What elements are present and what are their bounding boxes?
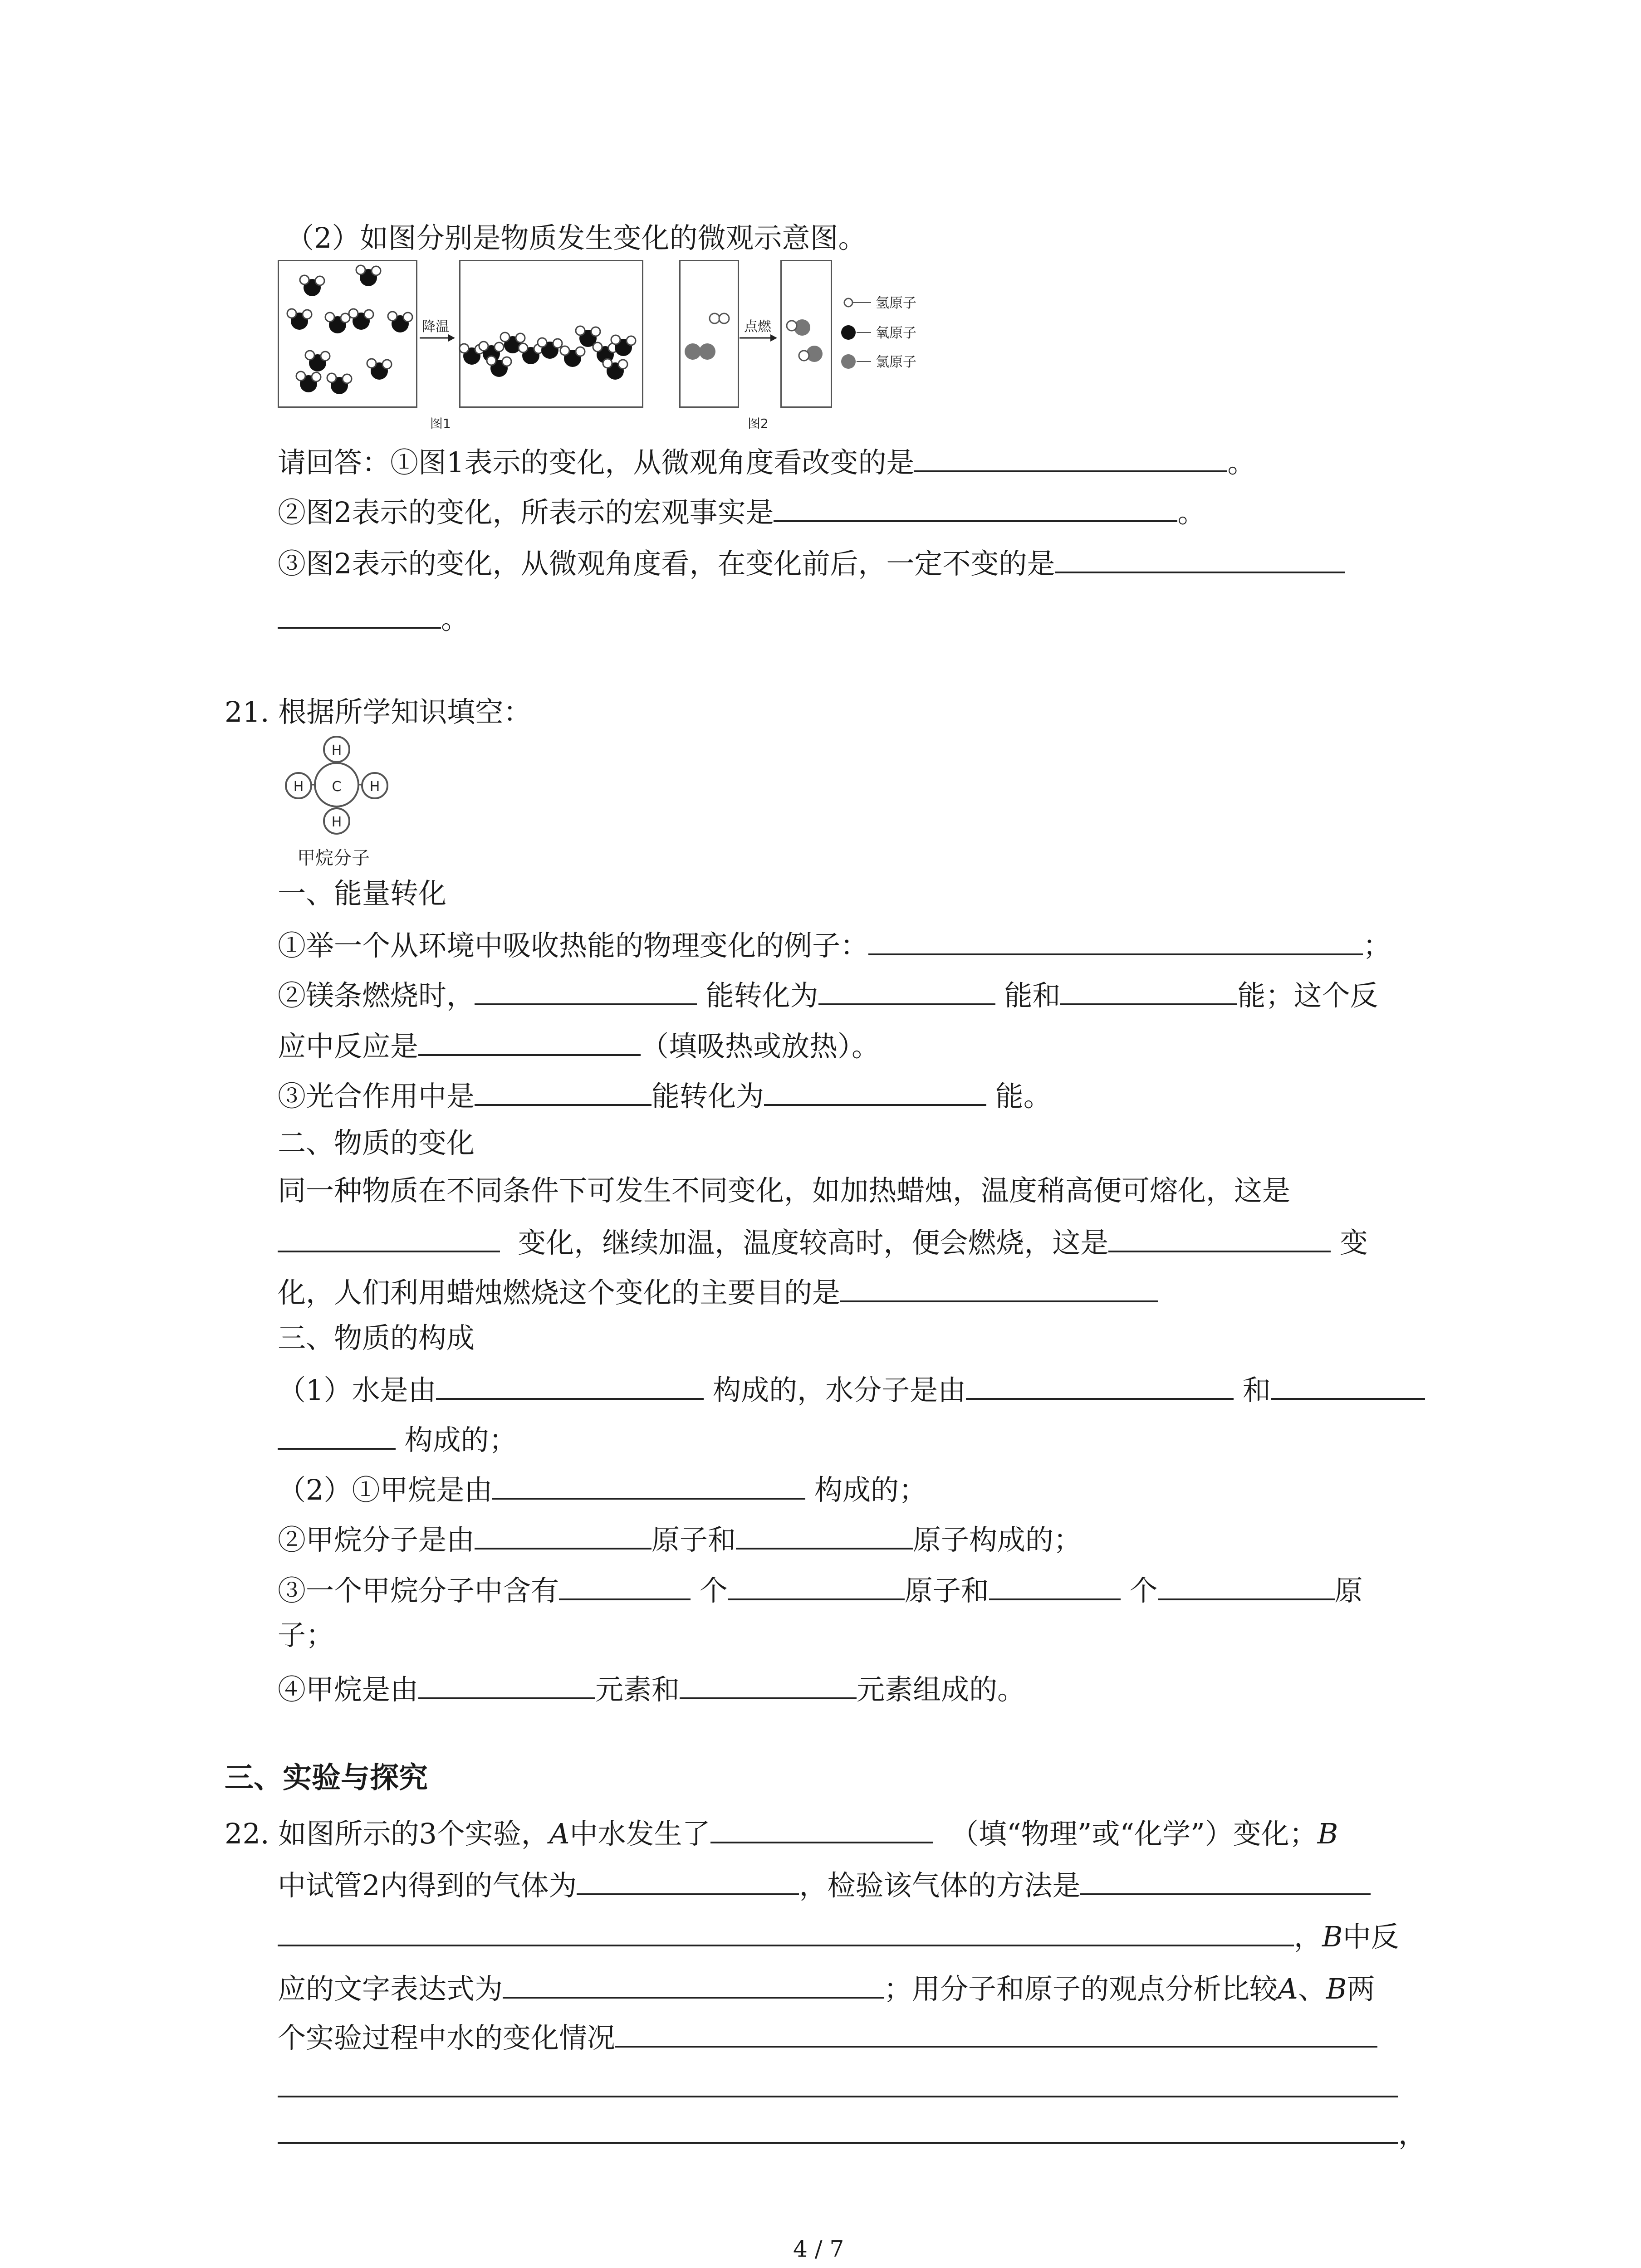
answer-blank[interactable] xyxy=(840,1272,1158,1302)
page-number: 4 / 7 xyxy=(793,2236,844,2262)
methane-line-3b: 子； xyxy=(278,1618,334,1652)
legend-hydrogen: 氢原子 xyxy=(876,295,916,311)
q22-line-1: 22. 如图所示的3个实验，A中水发生了 （填“物理”或“化学”）变化；B xyxy=(225,1813,1338,1852)
answer-blank[interactable] xyxy=(736,1520,913,1549)
methane-hydrogen-right: H xyxy=(369,779,380,795)
q22-line-7: ， xyxy=(278,2114,1426,2152)
answer-blank[interactable] xyxy=(418,1669,595,1699)
answer-blank[interactable] xyxy=(1271,1370,1425,1400)
answer-blank[interactable] xyxy=(1080,1865,1371,1895)
q22-line-5: 个实验过程中水的变化情况 xyxy=(278,2018,1377,2056)
q20-line-4: 。 xyxy=(278,599,469,637)
q20-line-1: 请回答：①图1表示的变化，从微观角度看改变的是 。 xyxy=(278,442,1255,481)
answer-blank[interactable] xyxy=(418,1026,641,1056)
answer-blank[interactable] xyxy=(577,1865,799,1895)
methane-line-3: ③一个甲烷分子中含有 个 原子和 个 原 xyxy=(278,1570,1363,1609)
methane-line-2: ②甲烷分子是由 原子和 原子构成的； xyxy=(278,1520,1082,1558)
q20-line-2: ②图2表示的变化，所表示的宏观事实是 。 xyxy=(278,492,1205,531)
section-change-title: 二、物质的变化 xyxy=(278,1126,475,1159)
methane-hydrogen-left: H xyxy=(293,779,304,795)
change-line-3: 化，人们利用蜡烛燃烧这个变化的主要目的是 xyxy=(278,1272,1158,1311)
change-line-1: 同一种物质在不同条件下可发生不同变化，如加热蜡烛，温度稍高便可熔化，这是 xyxy=(278,1174,1291,1207)
section-structure-title: 三、物质的构成 xyxy=(278,1321,475,1354)
answer-blank[interactable] xyxy=(1055,543,1345,573)
methane-hydrogen-bottom: H xyxy=(331,814,342,830)
energy-line-2: ②镁条燃烧时， 能转化为 能和 能；这个反 xyxy=(278,975,1378,1014)
answer-blank[interactable] xyxy=(818,975,995,1005)
q21-title: 21. 根据所学知识填空： xyxy=(225,695,532,728)
fig1-caption: 图1 xyxy=(430,416,451,431)
methane-hydrogen-top: H xyxy=(331,743,342,758)
structure-water-line-2: 构成的； xyxy=(278,1420,517,1458)
methane-line-4: ④甲烷是由 元素和 元素组成的。 xyxy=(278,1669,1025,1708)
q20-line-3: ③图2表示的变化，从微观角度看，在变化前后，一定不变的是 xyxy=(278,543,1345,582)
change-line-2: 变化，继续加温，温度较高时，便会燃烧，这是 变 xyxy=(278,1222,1368,1261)
answer-blank[interactable] xyxy=(475,975,697,1005)
answer-blank[interactable] xyxy=(492,1470,805,1500)
answer-blank[interactable] xyxy=(1108,1222,1331,1252)
answer-blank[interactable] xyxy=(1060,975,1237,1005)
answer-blank[interactable] xyxy=(278,2114,1398,2144)
energy-line-1: ①举一个从环境中吸收热能的物理变化的例子： ； xyxy=(278,925,1391,964)
energy-line-2b: 应中反应是 （填吸热或放热）。 xyxy=(278,1026,880,1065)
answer-blank[interactable] xyxy=(914,442,1227,472)
answer-blank[interactable] xyxy=(966,1370,1234,1400)
answer-blank[interactable] xyxy=(278,1916,1294,1946)
q22-line-3: ，B中反 xyxy=(278,1916,1399,1955)
answer-blank[interactable] xyxy=(1158,1570,1335,1600)
fig2-caption: 图2 xyxy=(748,416,769,431)
answer-blank[interactable] xyxy=(436,1370,704,1400)
answer-blank[interactable] xyxy=(615,2018,1377,2048)
answer-blank[interactable] xyxy=(278,2068,1398,2097)
answer-blank[interactable] xyxy=(868,925,1363,955)
answer-blank[interactable] xyxy=(475,1076,652,1106)
methane-line-1: （2）①甲烷是由 构成的； xyxy=(278,1470,927,1508)
q22-line-6 xyxy=(278,2068,1398,2106)
fig1-arrow-label: 降温 xyxy=(422,319,449,335)
legend-oxygen: 氧原子 xyxy=(876,325,916,341)
energy-line-3: ③光合作用中是 能转化为 能。 xyxy=(278,1076,1052,1114)
answer-blank[interactable] xyxy=(728,1570,905,1600)
answer-blank[interactable] xyxy=(680,1669,857,1699)
answer-blank[interactable] xyxy=(278,1222,500,1252)
answer-blank[interactable] xyxy=(559,1570,691,1600)
answer-blank[interactable] xyxy=(278,1420,396,1450)
section-3-title: 三、实验与探究 xyxy=(225,1761,428,1795)
answer-blank[interactable] xyxy=(989,1570,1121,1600)
answer-blank[interactable] xyxy=(764,1076,986,1106)
answer-blank[interactable] xyxy=(774,492,1177,522)
fig2-arrow-label: 点燃 xyxy=(744,319,771,335)
methane-molecule-diagram xyxy=(0,0,454,885)
answer-blank[interactable] xyxy=(475,1520,652,1549)
answer-blank[interactable] xyxy=(503,1969,884,1999)
legend-chlorine: 氯原子 xyxy=(876,354,916,370)
q20-intro: （2）如图分别是物质发生变化的微观示意图。 xyxy=(286,221,867,254)
q22-line-2: 中试管2内得到的气体为 ，检验该气体的方法是 xyxy=(278,1865,1371,1904)
q22-line-4: 应的文字表达式为 ；用分子和原子的观点分析比较A、B两 xyxy=(278,1969,1375,2007)
methane-caption: 甲烷分子 xyxy=(297,848,370,869)
methane-carbon: C xyxy=(332,779,342,795)
answer-blank[interactable] xyxy=(710,1813,933,1843)
structure-water-line-1: （1）水是由 构成的，水分子是由 和 xyxy=(278,1370,1425,1408)
section-energy-title: 一、能量转化 xyxy=(278,877,447,910)
